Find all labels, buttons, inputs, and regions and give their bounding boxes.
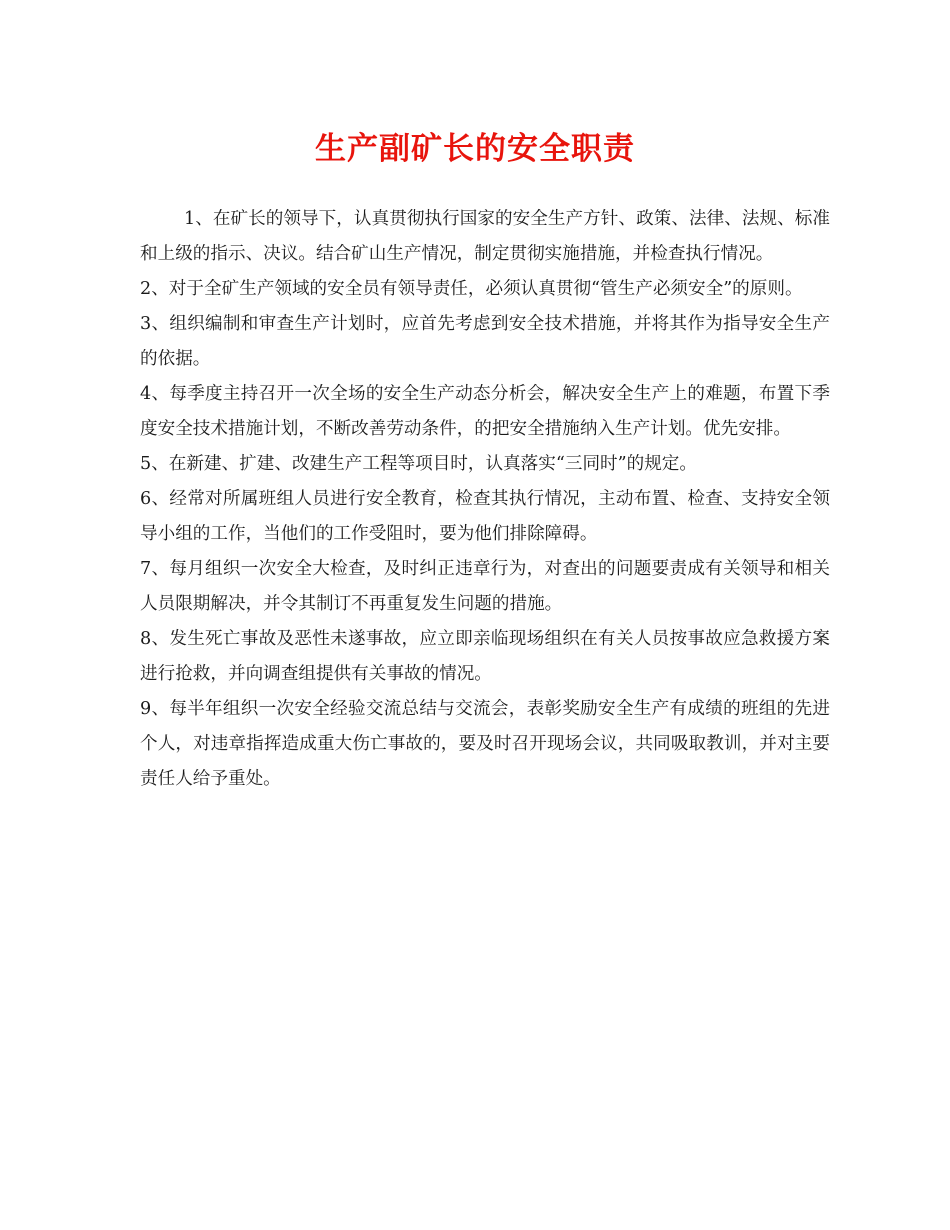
duty-item-1: 1、在矿长的领导下，认真贯彻执行国家的安全生产方针、政策、法律、法规、标准和上级的指示、决议。结合矿山生产情况，制定贯彻实施措施，并检查执行情况。 (140, 209, 830, 264)
document-title: 生产副矿长的安全职责 (315, 131, 635, 167)
duty-item-9: 9、每半年组织一次安全经验交流总结与交流会，表彰奖励安全生产有成绩的班组的先进个人，对违章指挥造成重大伤亡事故的，要及时召开现场会议，共同吸取教训，并对主要责任人给予重处。 (140, 699, 830, 789)
duty-item-2: 2、对于全矿生产领域的安全员有领导责任，必须认真贯彻“管生产必须安全”的原则。 (140, 279, 803, 299)
duty-item-8: 8、发生死亡事故及恶性未遂事故，应立即亲临现场组织在有关人员按事故应急救援方案进行抢救，并向调查组提供有关事故的情况。 (140, 629, 830, 684)
duty-item-4: 4、每季度主持召开一次全场的安全生产动态分析会，解决安全生产上的难题，布置下季度安全技术措施计划，不断改善劳动条件，的把安全措施纳入生产计划。优先安排。 (140, 384, 830, 439)
document-body (140, 202, 830, 797)
duty-item-6: 6、经常对所属班组人员进行安全教育，检查其执行情况，主动布置、检查、支持安全领导小组的工作，当他们的工作受阻时，要为他们排除障碍。 (140, 489, 830, 544)
duty-item-7: 7、每月组织一次安全大检查，及时纠正违章行为，对查出的问题要责成有关领导和相关人员限期解决，并令其制订不再重复发生问题的措施。 (140, 559, 830, 614)
duty-item-5: 5、在新建、扩建、改建生产工程等项目时，认真落实“三同时”的规定。 (140, 454, 697, 474)
duty-item-3: 3、组织编制和审查生产计划时，应首先考虑到安全技术措施，并将其作为指导安全生产的依据。 (140, 314, 830, 369)
